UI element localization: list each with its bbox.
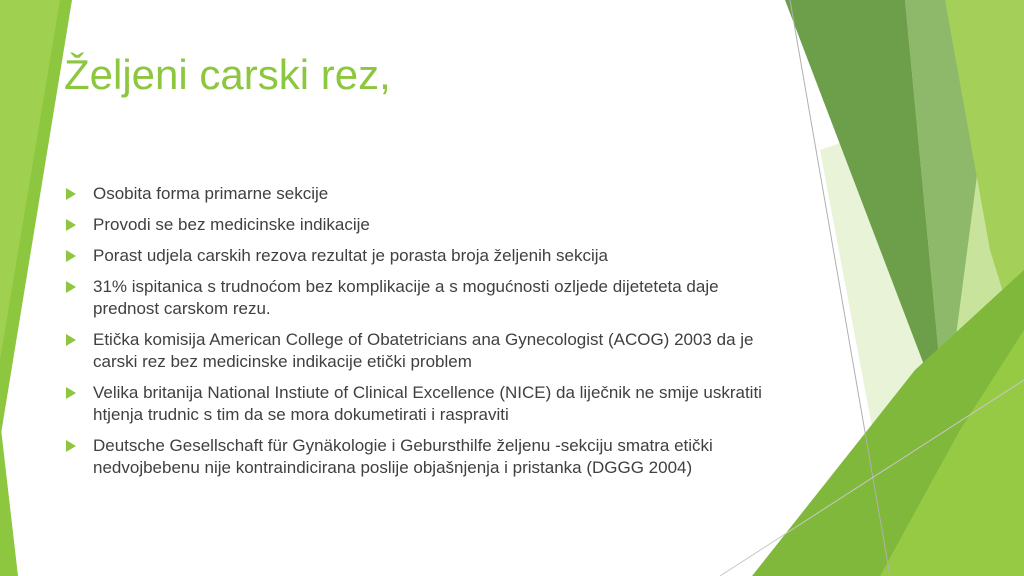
triangle-bullet-icon <box>66 219 76 231</box>
bullet-item <box>64 183 774 205</box>
bullet-item <box>64 435 774 479</box>
left-green-sliver <box>0 420 18 576</box>
bullet-text: Velika britanija National Instiute of Clinical Excellence (NICE) da liječnik ne smije uskratiti htjenja trudnic s tim da se mora dokumetirati i raspraviti <box>93 383 762 424</box>
bullet-item <box>64 214 774 236</box>
bullet-item <box>64 245 774 267</box>
triangle-bullet-icon <box>66 250 76 262</box>
bullet-text: Deutsche Gesellschaft für Gynäkologie i Gebursthilfe željenu -sekciju smatra etički nedvojbebenu nije kontraindicirana poslije objašnjenja i pristanka (DGGG 2004) <box>93 436 713 477</box>
triangle-bullet-icon <box>66 440 76 452</box>
triangle-bullet-icon <box>66 188 76 200</box>
slide-title: Željeni carski rez, <box>64 51 391 98</box>
bullet-text: Etička komisija American College of Obatetricians ana Gynecologist (ACOG) 2003 da je carski rez bez medicinske indikacije etički problem <box>93 330 754 371</box>
bullet-item <box>64 382 774 426</box>
bullet-item <box>64 329 774 373</box>
triangle-bullet-icon <box>66 387 76 399</box>
bullet-text: 31% ispitanica s trudnoćom bez komplikacije a s mogućnosti ozljede dijeteteta daje prednost carskom rezu. <box>93 277 719 318</box>
bullet-item <box>64 276 774 320</box>
triangle-bullet-icon <box>66 281 76 293</box>
bullet-text: Osobita forma primarne sekcije <box>93 184 329 203</box>
triangle-bullet-icon <box>66 334 76 346</box>
bullet-text: Provodi se bez medicinske indikacije <box>93 215 370 234</box>
bullet-text: Porast udjela carskih rezova rezultat je porasta broja željenih sekcija <box>93 246 608 265</box>
bullet-list <box>64 183 774 488</box>
left-green-band-light <box>0 0 60 360</box>
